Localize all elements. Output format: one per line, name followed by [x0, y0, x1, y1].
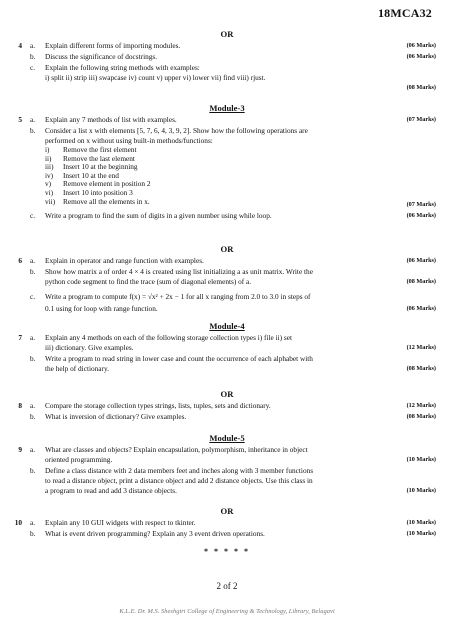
marks: (12 Marks) — [406, 344, 436, 351]
marks: (06 Marks) — [406, 42, 436, 49]
list-item: i) Remove the first element — [45, 145, 137, 154]
marks: (10 Marks) — [406, 530, 436, 537]
module-4-heading: Module-4 — [209, 321, 245, 331]
operation-list — [45, 146, 345, 206]
marks: (06 Marks) — [406, 212, 436, 219]
list-item: vii) Remove all the elements in x. — [45, 196, 150, 206]
question-5b-items — [8, 146, 444, 210]
library-footer: K.L.E. Dr. M.S. Sheshgiri College of Engineering & Technology, Library, Belagavi — [119, 608, 335, 615]
list-item: iv) Insert 10 at the end — [45, 170, 119, 180]
question-number: 6 — [18, 256, 22, 265]
marks: (08 Marks) — [406, 365, 436, 372]
exam-page: 18MCA32 OR 4 a. Explain different forms of importing modules. (06 Marks) b. Discuss the significance of docstrings. (06 Marks) c. Explain the following string methods with examples: i) split ii) strip iii) swapcase iv) count v) upper vi) lower vii) find viii) rjust. (08 Marks) Module-3 5 a. Explain any 7 methods of list with examples. (07 Marks) b. Consider a list x with elements [5, 7, 6, 4, 3, 9, 2]. Show how the following operations are performed on x without using built-in methods/functions: i) Remove the first element ii) Remove the last element iii) Insert 10 at the beginning iv) Insert 10 at the end v) Remove element in position 2 vi) Insert 10 into position 3 vii) Remove all the elements in x. (07 Marks) c. Write a program to find the sum of digits in a given number using while loop. (06 Marks) OR 6 a. Explain in operator and range function with examples. (06 Marks) b. Show how matrix a of order 4 × 4 is created using list initializing a as unit matrix. Write the python code segment to find the trace (sum of diagonal elements) of a. (08 Marks) c. Write a program to compute f(x) = √x² + 2x − 1 for all x ranging from 2.0 to 3.0 in steps of 0.1 using for loop with range function. (06 Marks) Module-4 7 a. Explain any 4 methods on each of the following storage collection types i) file ii) set iii) dictionary. Give examples. (12 Marks) b. Write a program to read string in lower case and count the occurrence of each alphabet with the help of dictionary. (08 Marks) OR 8 a. Compare the storage collection types strings, lists, tuples, sets and dictionary. (12 Marks) b. What is inversion of dictionary? Give examples. (08 Marks) Module-5 9 a. What are classes and objects? Explain encapsulation, polymorphism, inheritance in object oriented programming. (10 Marks) b. Define a class distance with 2 data members feet and inches along with 3 member functions to read a distance object, print a distance object and add 2 distance objects. Use this class in a program to read and add 3 distance objects. (10 Marks) OR 10 a. Explain any 10 GUI widgets with respect to tkinter. (10 Marks) b. What is event driven programming? Explain any 3 event driven operations. (10 Marks) * * * * * 2 of 2 K.L.E. Dr. M.S. Sheshgiri College of Engineering & Technology, Library, Belagavi — [0, 0, 454, 620]
marks: (10 Marks) — [406, 519, 436, 526]
marks: (08 Marks) — [406, 413, 436, 420]
or-divider: OR — [220, 29, 234, 39]
marks: (07 Marks) — [406, 116, 436, 123]
subject-code: 18MCA32 — [377, 6, 432, 20]
list-item: ii) Remove the last element — [45, 153, 135, 163]
marks: (07 Marks) — [406, 201, 436, 208]
marks: (10 Marks) — [406, 456, 436, 463]
question-number: 5 — [18, 115, 22, 124]
list-item: v) Remove element in position 2 — [45, 179, 151, 189]
list-item: vi) Insert 10 into position 3 — [45, 187, 133, 197]
module-3-heading: Module-3 — [209, 103, 245, 113]
question-number: 4 — [18, 41, 22, 50]
question-number: 10 — [14, 518, 22, 527]
question-number: 7 — [18, 333, 22, 342]
marks: (06 Marks) — [406, 257, 436, 264]
marks: (08 Marks) — [406, 278, 436, 285]
marks: (06 Marks) — [406, 53, 436, 60]
or-divider: OR — [220, 389, 234, 399]
or-divider: OR — [220, 244, 234, 254]
end-marker: * * * * * — [204, 547, 250, 556]
marks: (06 Marks) — [406, 305, 436, 312]
page-number: 2 of 2 — [216, 581, 238, 591]
marks: (08 Marks) — [406, 84, 436, 91]
marks: (12 Marks) — [406, 402, 436, 409]
question-number: 9 — [18, 445, 22, 454]
question-number: 8 — [18, 401, 22, 410]
or-divider: OR — [220, 506, 234, 516]
list-item: iii) Insert 10 at the beginning — [45, 162, 138, 172]
module-5-heading: Module-5 — [209, 433, 245, 443]
marks: (10 Marks) — [406, 487, 436, 494]
